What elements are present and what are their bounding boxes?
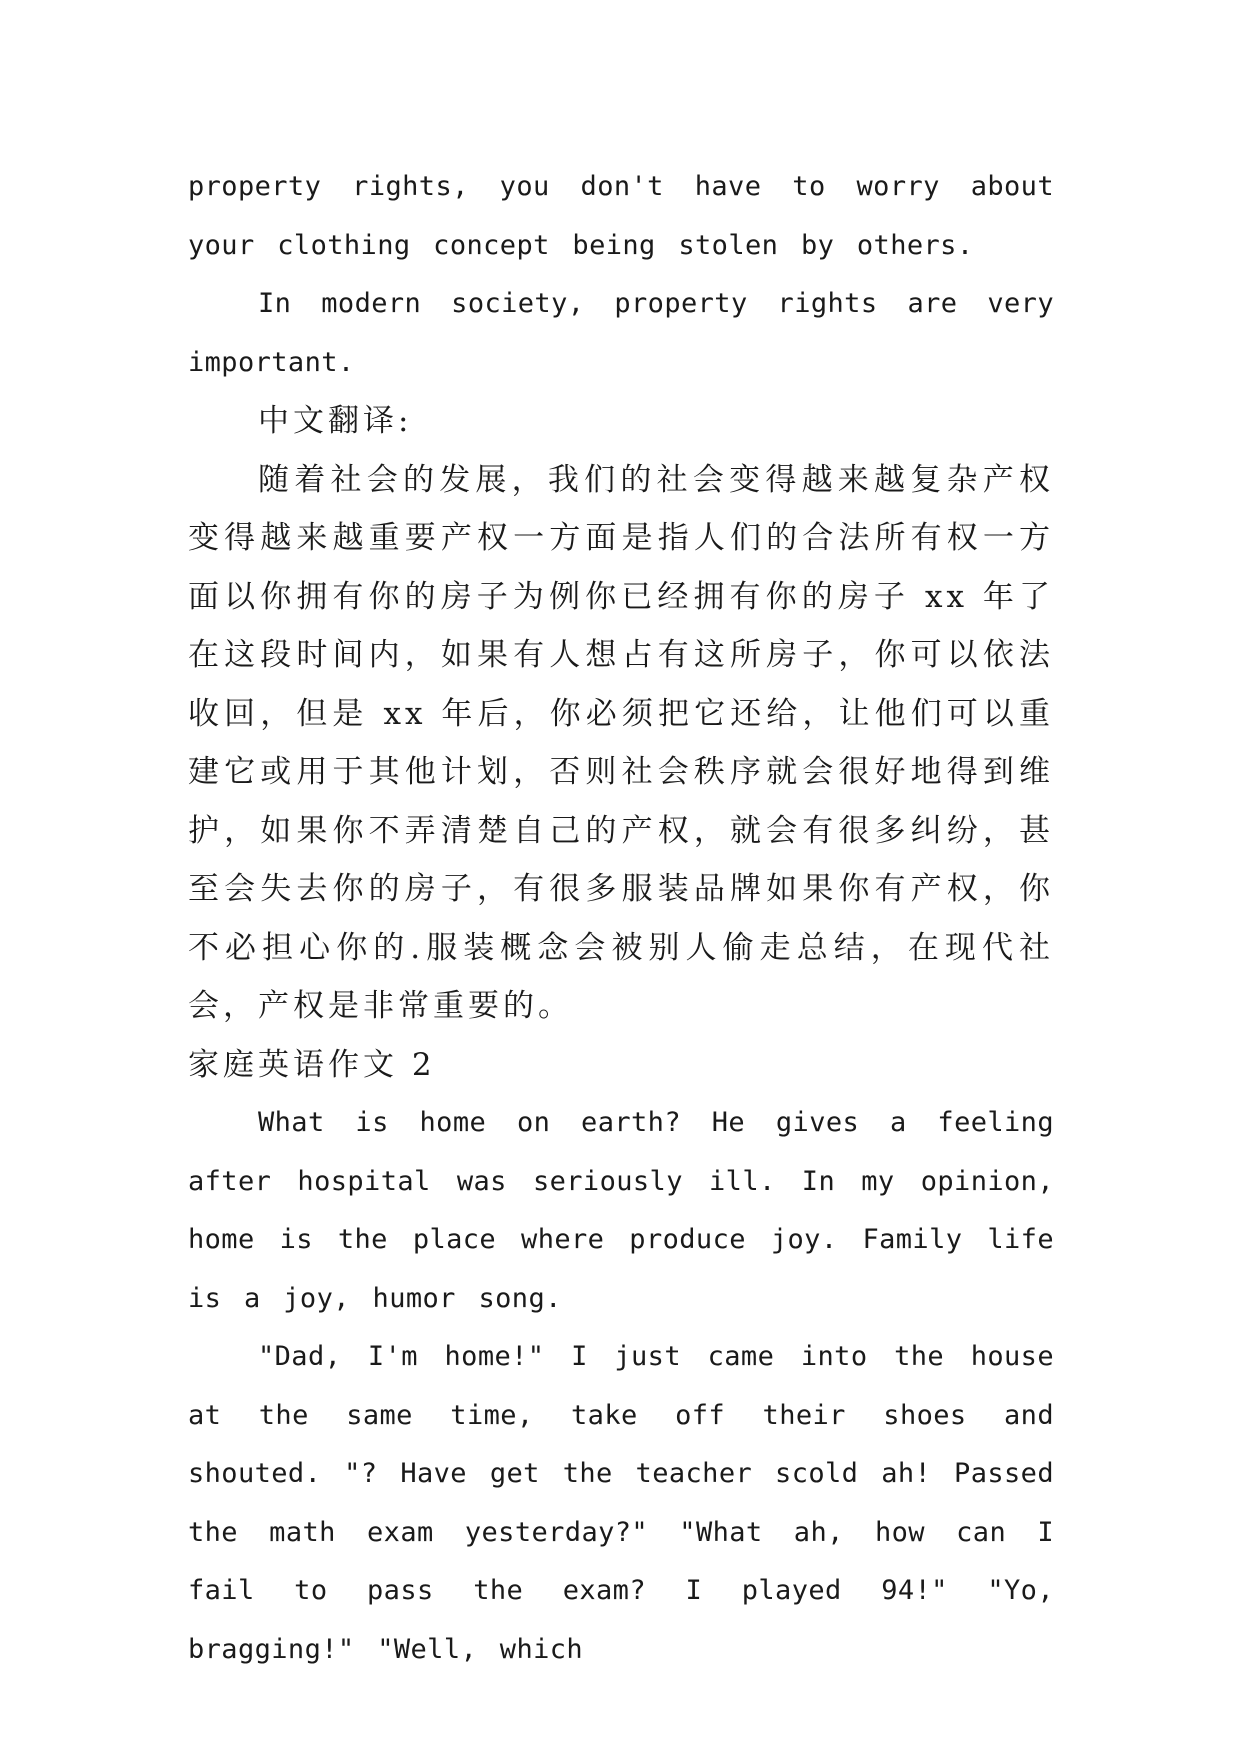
paragraph-dad-im-home: "Dad, I'm home!" I just came into the house at the same time, take off their shoes and shouted. "? Have get the teacher scold ah! Passed the math exam yesterday?" "What ah, how can I fail to pass the exam? I played 94!" "Yo, bragging!" "Well, which (188, 1341, 1054, 1665)
paragraph-modern-society: In modern society, property rights are very important. (188, 288, 1054, 378)
chinese-translation-paragraph: 随着社会的发展，我们的社会变得越来越复杂产权变得越来越重要产权一方面是指人们的合法所有权一方面以你拥有你的房子为例你已经拥有你的房子 xx 年了在这段时间内，如果有人想占有这所房子，你可以依法收回，但是 xx 年后，你必须把它还给，让他们可以重建它或用于其他计划，否则社会秩序就会很好地得到维护，如果你不弄清楚自己的产权，就会有很多纠纷，甚至会失去你的房子，有很多服装品牌如果你有产权，你不必担心你的.服装概念会被别人偷走总结，在现代社会，产权是非常重要的。 (188, 461, 1054, 1024)
paragraph-what-is-home: What is home on earth? He gives a feeling after hospital was seriously ill. In my opinion, home is the place where produce joy. Family life is a joy, humor song. (188, 1107, 1054, 1314)
document-body (188, 158, 1054, 1679)
chinese-translation-heading: 中文翻译: (258, 403, 413, 439)
paragraph-property-rights-end: property rights, you don't have to worry about your clothing concept being stolen by others. (188, 171, 1054, 261)
essay-title: 家庭英语作文 2 (188, 1046, 436, 1083)
